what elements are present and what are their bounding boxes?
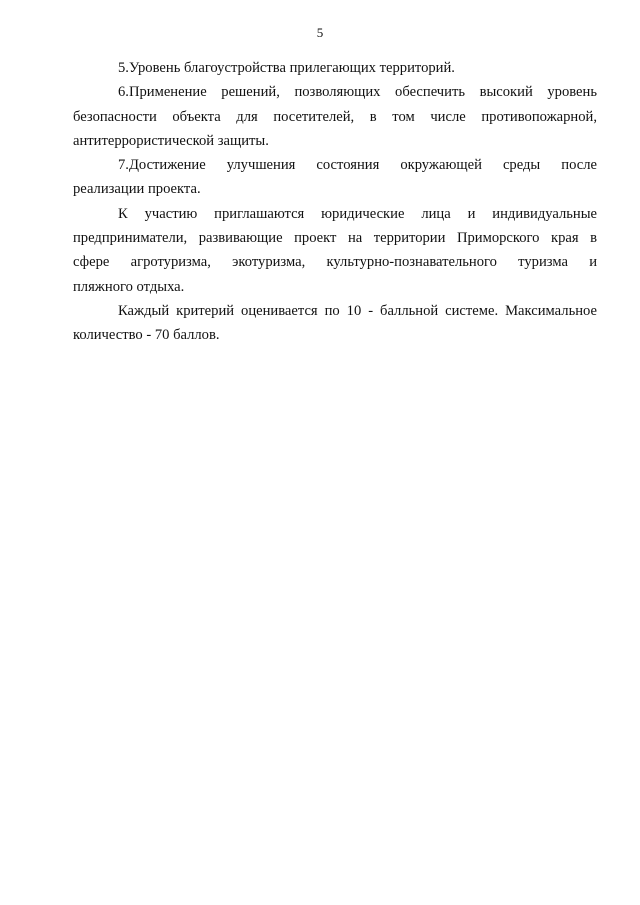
list-item bbox=[73, 153, 597, 202]
list-item bbox=[73, 80, 597, 153]
list-item-text: Уровень благоустройства прилегающих территорий. bbox=[128, 60, 455, 76]
page-number: 5 bbox=[316, 25, 324, 40]
list-item-number: 6. bbox=[118, 84, 129, 101]
list-item-line bbox=[73, 80, 597, 104]
paragraph-participants bbox=[73, 202, 597, 299]
paragraph-line: пляжного отдыха. bbox=[73, 278, 185, 295]
paragraph-line: К участию приглашаются юридические лица и индивидуальные bbox=[118, 205, 597, 222]
list-item-number: 7. bbox=[118, 157, 129, 174]
paragraph-line: предприниматели, развивающие проект на территории Приморского края в bbox=[73, 230, 597, 247]
list-item-line: реализации проекта. bbox=[73, 181, 201, 198]
paragraph-scoring bbox=[73, 299, 597, 348]
list-item-line: антитеррористической защиты. bbox=[73, 132, 269, 149]
document-body bbox=[73, 56, 597, 348]
paragraph-line: Каждый критерий оценивается по 10 - балльной системе. Максимальное bbox=[118, 302, 597, 319]
list-item-text: Применение решений, позволяющих обеспечить высокий уровень bbox=[128, 84, 597, 101]
list-item-number: 5. bbox=[118, 60, 129, 76]
list-item-line: безопасности объекта для посетителей, в том числе противопожарной, bbox=[73, 108, 597, 125]
list-item-line bbox=[73, 153, 597, 177]
paragraph-line: сфере агротуризма, экотуризма, культурно-познавательного туризма и bbox=[73, 254, 597, 271]
paragraph-line: количество - 70 баллов. bbox=[73, 327, 220, 344]
list-item-text: Достижение улучшения состояния окружающей среды после bbox=[128, 157, 597, 174]
list-item-line bbox=[73, 56, 597, 80]
list-item bbox=[73, 56, 597, 80]
